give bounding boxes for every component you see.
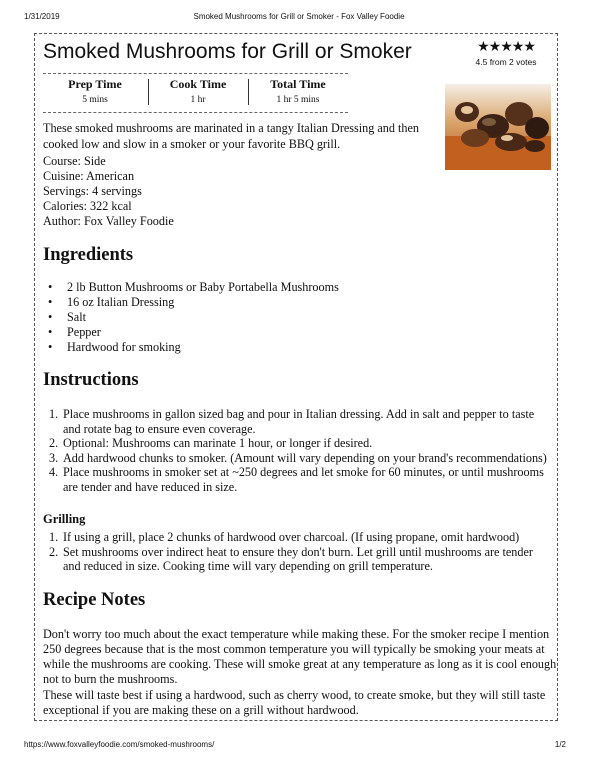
recipe-title: Smoked Mushrooms for Grill or Smoker	[43, 40, 412, 63]
instructions-list	[43, 407, 553, 494]
list-item: • Salt	[43, 310, 339, 325]
recipe-cuisine: Cuisine: American	[43, 169, 135, 183]
step-number: 4.	[49, 465, 59, 479]
total-time-value: 1 hr 5 mins	[276, 95, 320, 105]
list-item: • Hardwood for smoking	[43, 340, 339, 355]
step-number: 2.	[49, 436, 59, 450]
prep-time-label: Prep Time	[68, 77, 122, 91]
recipe-description: These smoked mushrooms are marinated in a tangy Italian Dressing and then cooked low and slow in a smoker or your favorite BBQ grill.	[43, 121, 420, 151]
page-url: https://www.foxvalleyfoodie.com/smoked-mushrooms/	[24, 740, 215, 749]
instructions-heading: Instructions	[43, 370, 139, 390]
grilling-heading: Grilling	[43, 512, 86, 526]
recipe-card	[34, 33, 558, 721]
ingredients-heading: Ingredients	[43, 245, 134, 265]
list-item: • Pepper	[43, 325, 339, 340]
list-item	[43, 465, 553, 494]
list-item: • 16 oz Italian Dressing	[43, 295, 339, 310]
list-item	[43, 407, 553, 436]
print-footer	[24, 740, 566, 752]
recipe-servings: Servings: 4 servings	[43, 184, 142, 198]
cook-time-label: Cook Time	[169, 77, 227, 91]
print-page-title: Smoked Mushrooms for Grill or Smoker - Fox Valley Foodie	[193, 12, 405, 21]
page-number: 1/2	[554, 740, 566, 749]
recipe-notes-heading: Recipe Notes	[43, 590, 146, 610]
step-number: 1.	[49, 530, 59, 544]
total-time	[249, 77, 347, 105]
notes-paragraph: These will taste best if using a hardwood, such as cherry wood, to create smoke, but they will still taste exceptional if you are making these on a grill without hardwood.	[43, 688, 546, 717]
print-header	[24, 12, 566, 24]
list-item: • 2 lb Button Mushrooms or Baby Portabella Mushrooms	[43, 280, 339, 295]
recipe-calories: Calories: 322 kcal	[43, 199, 132, 213]
step-text: Add hardwood chunks to smoker. (Amount will vary depending on your brand's recommendations)	[63, 450, 547, 465]
grilling-list	[43, 530, 553, 574]
cook-time-value: 1 hr	[190, 95, 206, 105]
recipe-info-list	[43, 154, 174, 229]
ingredients-list	[43, 280, 339, 355]
list-item	[43, 545, 553, 574]
list-item	[43, 451, 553, 466]
prep-time	[43, 77, 147, 105]
list-item	[43, 436, 553, 451]
step-text: If using a grill, place 2 chunks of hardwood over charcoal. (If using propane, omit hardwood)	[63, 530, 520, 544]
recipe-times	[43, 73, 348, 113]
notes-paragraph: Don't worry too much about the exact temperature while making these. For the smoker recipe I mention 250 degrees because that is the most common temperature you will typically be smoking your meats at while the mushrooms are cooking. These will smoke great at any temperature as long as it is cool enough not to burn the mushrooms.	[43, 627, 557, 686]
step-text: Optional: Mushrooms can marinate 1 hour, or longer if desired.	[63, 436, 373, 450]
recipe-notes	[43, 627, 557, 719]
cook-time	[149, 77, 247, 105]
step-number: 2.	[49, 544, 59, 559]
print-date: 1/31/2019	[24, 12, 60, 21]
step-number: 1.	[49, 407, 59, 421]
total-time-label: Total Time	[270, 77, 326, 91]
prep-time-value: 5 mins	[82, 95, 108, 105]
rating-votes: 4.5 from 2 votes	[475, 57, 537, 67]
list-item	[43, 530, 553, 545]
step-text: Place mushrooms in gallon sized bag and pour in Italian dressing. Add in salt and pepper to taste and rotate bag to ensure even coverage.	[63, 407, 535, 436]
mushroom-photo-image	[445, 84, 551, 170]
recipe-author: Author: Fox Valley Foodie	[43, 214, 174, 228]
recipe-photo	[445, 84, 551, 170]
recipe-course: Course: Side	[43, 154, 106, 168]
star-rating-icon: ★★★★★	[477, 40, 535, 55]
recipe-rating	[461, 41, 551, 67]
step-number: 3.	[49, 450, 59, 465]
step-text: Place mushrooms in smoker set at ~250 degrees and let smoke for 60 minutes, or until mushrooms are tender and have reduced in size.	[63, 465, 544, 494]
step-text: Set mushrooms over indirect heat to ensure they don't burn. Let grill until mushrooms are tender and reduced in size. Cooking time will vary depending on grill temperature.	[63, 544, 533, 573]
